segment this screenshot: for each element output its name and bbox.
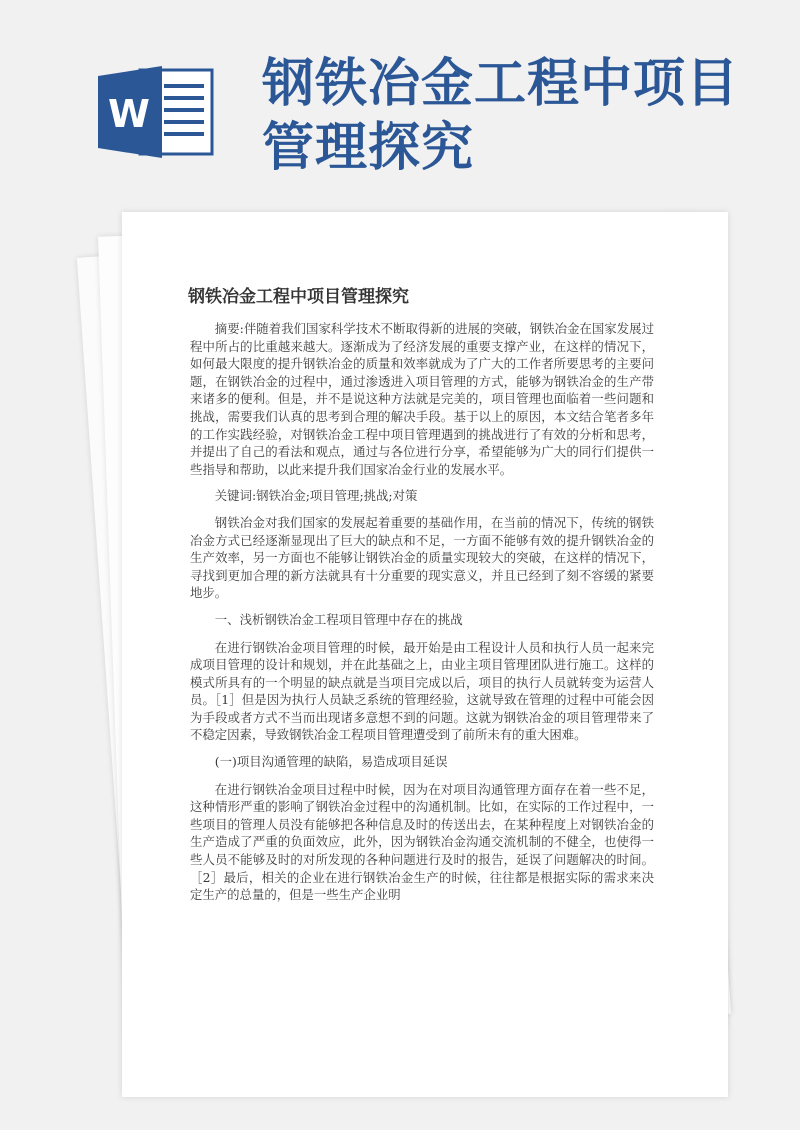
document-body — [190, 320, 654, 913]
document-title: 钢铁冶金工程中项目管理探究 — [188, 287, 409, 307]
svg-text:W: W — [108, 92, 150, 136]
section-heading: 一、浅析钢铁冶金工程项目管理中存在的挑战 — [214, 611, 463, 627]
banner-title: 钢铁冶金工程中项目管理探究 — [262, 54, 740, 178]
word-document-icon — [92, 62, 222, 162]
document-page — [122, 212, 728, 1097]
intro-paragraph: 钢铁冶金对我们国家的发展起着重要的基础作用，在当前的情况下，传统的钢铁冶金方式已经逐渐显现出了巨大的缺点和不足，一方面不能够有效的提升钢铁冶金的生产效率，另一方面也不能够让钢铁冶金的质量实现较大的突破，在这样的情况下，寻找到更加合理的新方法就具有十分重要的现实意义，并且已经到了刻不容缓的紧要地步。 — [190, 514, 654, 601]
body-paragraph: 在进行钢铁冶金项目过程中时候，因为在对项目沟通管理方面存在着一些不足，这种情形严重的影响了钢铁冶金过程中的沟通机制。比如，在实际的工作过程中，一些项目的管理人员没有能够把各种信息及时的传送出去，在某种程度上对钢铁冶金的生产造成了严重的负面效应，此外，因为钢铁冶金沟通交流机制的不健全，也使得一些人员不能够及时的对所发现的各种问题进行及时的报告，延误了问题解决的时间。［2］最后，相关的企业在进行钢铁冶金生产的时候，往往都是根据实际的需求来决定生产的总量的，但是一些生产企业明 — [190, 781, 654, 903]
abstract-paragraph: 摘要:伴随着我们国家科学技术不断取得新的进展的突破，钢铁冶金在国家发展过程中所占的比重越来越大。逐渐成为了经济发展的重要支撑产业，在这样的情况下，如何最大限度的提升钢铁冶金的质量和效率就成为了广大的工作者所要思考的主要问题，在钢铁冶金的过程中，通过渗透进入项目管理的方式，能够为钢铁冶金的生产带来诸多的便利。但是，并不是说这种方法就是完美的，项目管理也面临着一些问题和挑战，需要我们认真的思考到合理的解决手段。基于以上的原因，本文结合笔者多年的工作实践经验，对钢铁冶金工程中项目管理遇到的挑战进行了有效的分析和思考，并提出了自己的看法和观点，通过与各位进行分享，希望能够为广大的同行们提供一些指导和帮助，以此来提升我们国家冶金行业的发展水平。 — [190, 321, 654, 477]
subsection-heading: (一)项目沟通管理的缺陷，易造成项目延误 — [214, 754, 448, 770]
body-paragraph: 在进行钢铁冶金项目管理的时候，最开始是由工程设计人员和执行人员一起来完成项目管理的设计和规划，并在此基础之上，由业主项目管理团队进行施工。这样的模式所具有的一个明显的缺点就是当项目完成以后，项目的执行人员就转变为运营人员。［1］但是因为执行人员缺乏系统的管理经验，这就导致在管理的过程中可能会因为手段或者方式不当而出现诸多意想不到的问题。这就为钢铁冶金的项目管理带来了不稳定因素，导致钢铁冶金工程项目管理遭受到了前所未有的重大困难。 — [190, 639, 654, 743]
keywords-paragraph: 关键词:钢铁冶金;项目管理;挑战;对策 — [214, 488, 418, 504]
